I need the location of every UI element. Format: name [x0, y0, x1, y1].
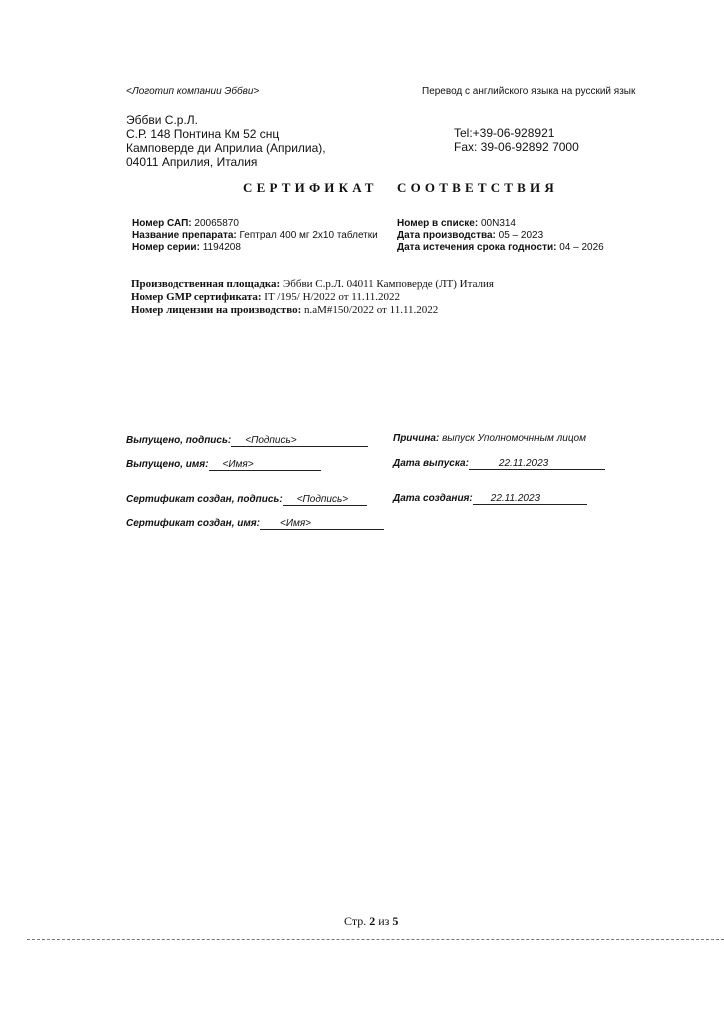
production-license-label: Номер лицензии на производство: — [131, 304, 302, 316]
batch-value: 1194208 — [202, 242, 241, 253]
expiry-date-value: 04 – 2026 — [559, 242, 604, 253]
page-total: 5 — [392, 914, 399, 928]
list-label: Номер в списке: — [397, 218, 479, 229]
reason — [393, 433, 586, 444]
translation-note: Перевод с английского языка на русский язык — [422, 86, 636, 97]
release-date-label: Дата выпуска: — [393, 458, 469, 469]
created-date-value: 22.11.2023 — [473, 493, 587, 505]
created-signature-label: Сертификат создан, подпись: — [126, 494, 283, 505]
created-name — [126, 518, 384, 530]
gmp-certificate-label: Номер GMP сертификата: — [131, 291, 262, 303]
document-title-word1: СЕРТИФИКАТ — [243, 180, 378, 195]
page-number — [344, 914, 398, 929]
released-signature-value: <Подпись> — [231, 435, 368, 447]
list-value: 00N314 — [480, 218, 516, 229]
created-signature-value: <Подпись> — [283, 494, 367, 506]
released-signature — [126, 435, 368, 447]
released-name — [126, 459, 321, 471]
footer-divider — [27, 939, 724, 940]
sap-label: Номер САП: — [132, 218, 192, 229]
production-date-value: 05 – 2023 — [498, 230, 544, 241]
created-date — [393, 493, 587, 505]
gmp-certificate — [131, 291, 400, 303]
production-license — [131, 304, 438, 316]
release-date — [393, 458, 605, 470]
drug-label: Название препарата: — [132, 230, 237, 241]
release-date-value: 22.11.2023 — [469, 458, 605, 470]
reason-label: Причина: — [393, 433, 440, 444]
drug-value: Гептрал 400 мг 2х10 таблетки — [239, 230, 378, 241]
created-name-label: Сертификат создан, имя: — [126, 518, 260, 529]
production-site-label: Производственная площадка: — [131, 278, 281, 290]
production-date — [397, 230, 543, 241]
production-site — [131, 278, 494, 290]
gmp-certificate-value: IT /195/ H/2022 от 11.11.2022 — [264, 291, 400, 303]
expiry-date — [397, 242, 604, 253]
page-prefix: Стр. — [344, 914, 367, 928]
production-license-value: n.aM#150/2022 от 11.11.2022 — [303, 304, 439, 316]
released-name-label: Выпущено, имя: — [126, 459, 209, 470]
company-address-line1: С.Р. 148 Понтина Км 52 снц — [126, 127, 280, 141]
company-address-line2: Камповерде ди Априлиа (Априлиа), — [126, 141, 326, 155]
batch-number — [132, 242, 241, 253]
drug-name — [132, 230, 378, 241]
expiry-date-label: Дата истечения срока годности: — [397, 242, 557, 253]
company-name: Эббви С.р.Л. — [126, 113, 198, 127]
company-tel: Tel:+39-06-928921 — [454, 126, 555, 140]
created-name-value: <Имя> — [260, 518, 384, 530]
page-current: 2 — [369, 914, 376, 928]
page-middle: из — [378, 914, 390, 928]
logo-placeholder: <Логотип компании Эббви> — [126, 86, 260, 97]
released-signature-label: Выпущено, подпись: — [126, 435, 232, 446]
production-date-label: Дата производства: — [397, 230, 496, 241]
sap-value: 20065870 — [194, 218, 239, 229]
production-site-value: Эббви С.р.Л. 04011 Камповерде (ЛТ) Италия — [282, 278, 494, 290]
company-address-line3: 04011 Априлия, Италия — [126, 155, 258, 169]
reason-value: выпуск Уполномочнным лицом — [442, 433, 586, 444]
batch-label: Номер серии: — [132, 242, 200, 253]
created-date-label: Дата создания: — [393, 493, 473, 504]
company-fax: Fax: 39-06-92892 7000 — [454, 140, 579, 154]
released-name-value: <Имя> — [209, 459, 321, 471]
sap-number — [132, 218, 239, 229]
list-number — [397, 218, 516, 229]
created-signature — [126, 494, 367, 506]
document-title-word2: СООТВЕТСТВИЯ — [397, 180, 558, 195]
